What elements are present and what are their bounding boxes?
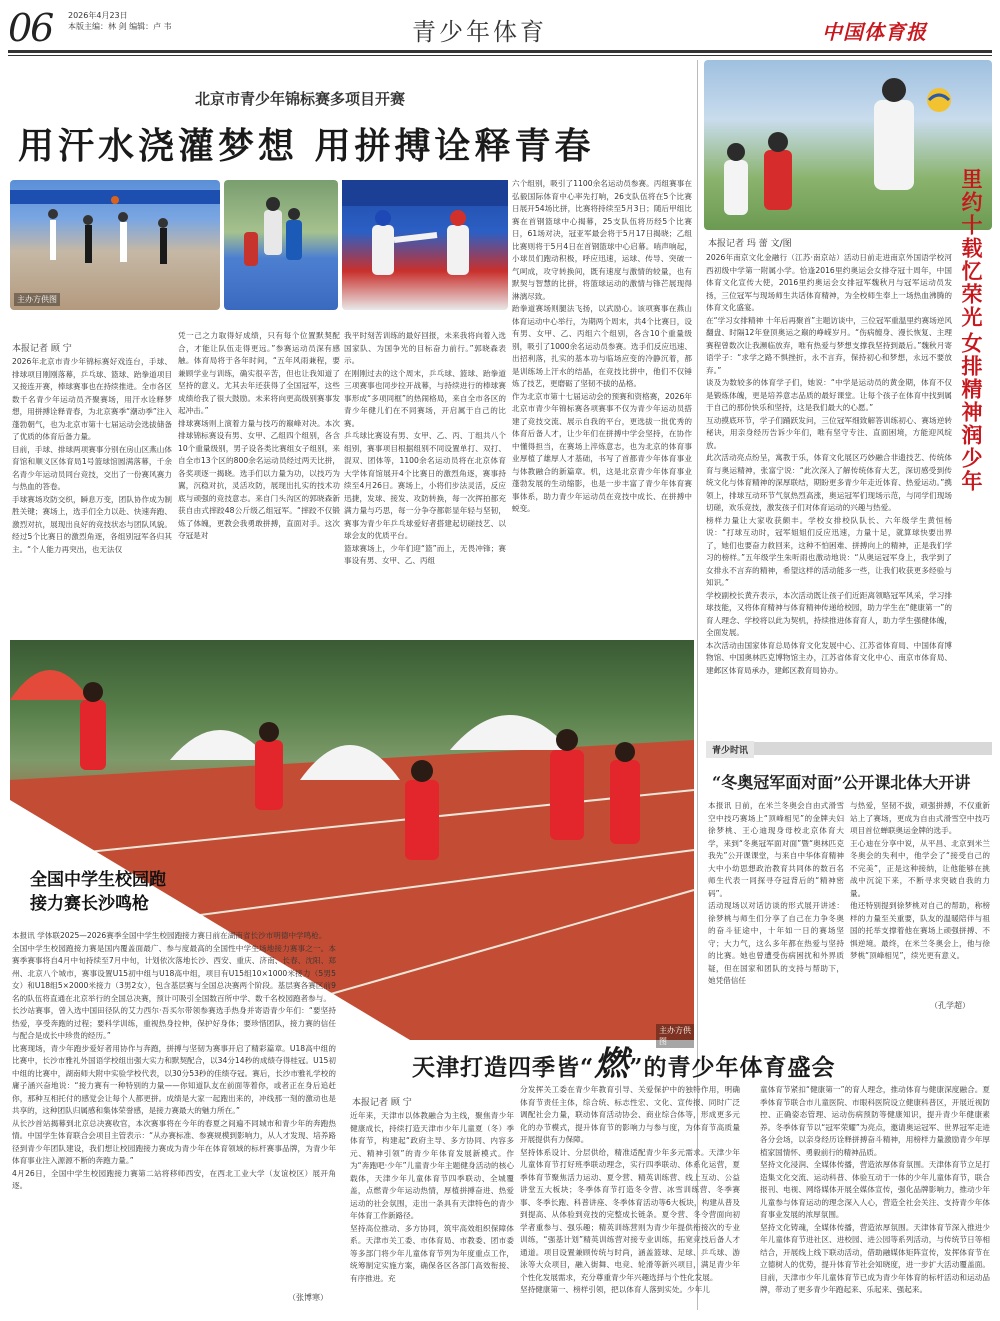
article2-headline-1: 里约十载忆荣光	[959, 168, 983, 329]
photo-report-body: 本报讯 学体联2025—2026赛季全国中学生校园跑接力赛日前在湖南省长沙市明德中学鸣枪。 全国中学生校园跑接力赛是国内覆盖面最广、参与度最高的全国性中学生场地接力赛事之一。本赛季赛事将自4月中旬持续至7月中旬，计划依次落地长沙、西安、重庆、济南、长春、沈阳、郑州、北京八个城市，赛事设置U15初中组与U18高中组，项目有U15组10×1000米接力（5男5女）和U18组5×2000米接力（3男2女），包含基层赛与全国总决赛两个阶段。基层赛各赛区前9名的队伍将直通在北京举行的全国总决赛，预计可吸引全国数百所中学、数千名校园跑者参与。 长沙站赛事，曾入选中国田径队的艾力西尔·吾买尔带领参赛选手热身并寄语青少年们：“要坚持热爱，享受奔跑的过程；要科学训练，重视热身拉伸，保护好身体；要珍惜团队，接力赛的信任与配合是成长中珍贵的经历。” 比赛现场，青少年跑步爱好者用协作与奔跑，拼搏与坚韧为赛事开启了精彩篇章。U18高中组的比赛中，长沙市雅礼外国语学校组出强大实力和默契配合，以34分14秒的成绩夺得桂冠。U15初中组的比赛中，湖南师大附中实验学校代表，以30分53秒的佳绩夺冠。赛后，长沙市雅礼学校的庸子涵兴奋地说：“接力赛有一种特别的力量——你知道队友在前面等着你，或者正在身后追赶你，那种互相托付的感觉会让每个人都更拼。成绩是大家一起跑出来的，冲线那一刻的激动也是共享的，这种团队归属感和集体荣誉感，是接力赛最大的魅力所在。” 从长沙首站揭幕到北京总决赛收官，本次赛事将在今年的春夏之间遍不同城市和青少年的奔跑热情。中国学生体育联合会项目主管表示：“从办赛标准、参赛规模到影响力，从人才发现、培养路径到青少年团队建设，我们想让校园跑接力赛成为青少年在体育领域的标杆赛事品牌，为青少年体育事业注入源源不断的奔跑力量。” 4月26日，全国中学生校园跑接力赛第二站将移师西安，在西北工业大学（友谊校区）展开角逐。	[12, 931, 336, 1190]
article1-column-3: 我平时刻苦训练的最好回报，未来我将向着入选国家队、为国争光的目标奋力前行。”郭晓森表示。 在刚刚过去的这个周末，乒乓球、篮球、跆拳道三项赛事也同步拉开战幕，与持续进行的棒球赛事形成“多项同框”的热闹格局，来自全市各区的青少年健儿们在不同赛场，开启属于自己的比赛。 乒乓球比赛设有男、女甲、乙、丙、丁组共八个组别，赛事项目根据组别不同设置单打、双打、混双、团体等，1100余名运动员将在北京体育大学体育馆展开4个比赛日的激烈角逐，赛事持续至4月26日。赛场上，小将们步法灵活，反应迅捷，发球、接发、攻防转换，每一次挥拍都充满力量与巧思，每一分争夺都彰显年轻与坚韧，赛事为青少年乒乓球爱好者搭建起切磋技艺、以球会友的优质平台。 篮球赛场上，少年们迎“篮”而上，无畏冲锋；赛事设有男、女甲、乙、丙组	[344, 331, 506, 565]
photo-volleyball	[704, 60, 992, 230]
page-number: 06	[8, 6, 53, 50]
brief-column-1: 本报讯 日前，在米兰冬奥会自由式滑雪空中技巧赛场上“顶峰相见”的金牌夫妇徐梦桃、王心迪现身母校北京体育大学，来到“冬奥冠军面对面”暨“奥林匹克我先”公开课课堂，与来自中华体育精神大中小幼思想政治教育共同体的数百名师生代表一同探寻夺冠背后的“精神密码”。 活动现场以对话访谈的形式展开讲述：徐梦桃与师生们分享了自己在力争冬奥的奋斗征途中，十年如一日的赛场坚守；大力气，这么多年都在热爱与坚持的比赛。她也曾遭受伤病困扰和外界质疑，但在国家和团队的支持与帮助下，她凭借信任	[708, 801, 844, 985]
article1-column-1: 2026年北京市青少年锦标赛好戏连台，手球、排球项目刚刚落幕，乒乓球、篮球、跆拳道项目又接连开赛，棒球赛事也在持续推进。全市各区数千名青少年运动员齐聚赛场，用汗水诠释梦想，用拼搏诠释青春，为北京赛季“潮动季”注入蓬勃朝气，也为北京市第十七届运动会选拔储备了优质的体育后备力量。 目前，手球、排球两项赛事分别在房山区燕山体育馆和顺义区体育局1号篮球馆圆满落幕，千余名青少年运动员同台竞技，交出了一份赛风赛力与热血的答卷。 手球赛场攻防交织，瞬息万变，团队协作成为制胜关键；赛场上，选手们全力以赴、快速奔跑、激烈对抗，展现出良好的竞技状态与团队风貌。经过5个比赛日的激烈角逐，各组别冠军各归其主。“个人能力再突出，也无法仅	[12, 357, 172, 554]
masthead-rule	[8, 50, 992, 53]
article2-byline: 本报记者 玛 蕾 文/图	[708, 239, 792, 249]
article3-headline-part-2: ”的青少年体育盛会	[629, 1054, 836, 1081]
volleyball-scene	[704, 60, 992, 230]
issue-date: 2026年4月23日	[68, 11, 128, 20]
photo-report-author: （张博寒）	[288, 1293, 328, 1302]
article3-headline-glyph: 燃	[594, 1044, 630, 1084]
article3-headline-part-1: 天津打造四季皆“	[412, 1054, 595, 1081]
photo-handball	[224, 180, 338, 310]
article3-headline	[412, 1036, 835, 1085]
article1-column-4: 六个组别，吸引了1100余名运动员参赛。丙组赛事在弘毅国际体育中心率先打响，26支队伍将在5个比赛日展开54场比拼，比赛将持续至5月3日；随后甲组比赛在首钢篮球中心揭幕，25支队伍将历经5个比赛日，61场对决，冠亚军最会将于5月17日揭晓；乙组比赛则将于5月4日在首钢篮球中心启幕。哨声响起，小球员们跑动积极，呼应迅速，运球、传导、突破一气呵成，攻守转换间，既有速度与激情的较量，也有默契与智慧的比拼，将篮球运动的激情与锋芒展现得淋漓尽致。 跆拳道赛场则腿法飞扬，以武励心。该项赛事在燕山体育运动中心举行，为期两个周末，共4个比赛日，设有男、女甲、乙、丙组六个组别，各含10个重量级别，吸引了1000余名运动员参赛。选手们反应迅速、出招利落，扎实的基本功与临场应变的冷静沉着，都是训练场上汗水的结晶，在竞技比拼中，他们不仅锤炼了技艺，更磨砺了坚韧不拔的品格。 作为北京市第十七届运动会的预赛和资格赛，2026年北京市青少年锦标赛各项赛事不仅为青少年运动员搭建了竞技交流、展示自我的平台，更选拔一批优秀的体育后备人才，让少年们在拼搏中学会坚持，在协作中懂得担当，在赛场上淬炼意志，也为北京的体育事业厚植了雄厚人才基础，书写了首都青少年体育事业与体教融合的新篇章。机，这是北京青少年体育事业蓬勃发展的生动缩影，也是一步丰富了青少年体育赛事体系，助力青少年运动员在竞技中成长、在拼搏中蜕变。	[512, 179, 692, 513]
section-title: 青少年体育	[412, 18, 547, 46]
article1-headline: 用汗水浇灌梦想 用拼搏诠释青春	[18, 126, 595, 167]
newspaper-logo: 中国体育报	[822, 20, 927, 44]
photo-report-title	[30, 868, 166, 916]
basketball-scene	[10, 180, 220, 310]
dateline	[68, 10, 172, 32]
article3-column-3: 童体育节紧扣“健康第一”的育人理念，推动体育与健康深度融合。夏季体育节联合市儿童医院、市眼科医院设立健康科普区，开展近视防控、正确姿态管理、运动伤病预防等健康知识，提升青少年健康素养。冬季体育节以“冠军荣耀”为亮点，邀请奥运冠军、世界冠军走进各分会场，以亲身经历诠释拼搏奋斗精神，用榜样力量激励青少年厚植家国情怀、勇毅前行的精神品质。 坚持文化浸润、全媒体传播，营造浓厚体育氛围。天津体育节立足打造集文化交流、运动科普、体验互动于一体的少年儿童体育节，联合报刊、电视、网络媒体开展全媒体宣传，强化品牌影响力，推动少年儿童参与体育运动的理念深入人心，营造全社会关注、支持青少年体育事业发展的浓厚氛围。 坚持文化铸魂，全媒体传播，营造浓厚氛围。天津体育节深入推进少年儿童体育节进社区、进校园、进公园等系列活动，与传统节日等相结合，开展线上线下联动活动，借助融媒体矩阵宣传，发挥体育节在立德树人的优势，提升体育节社会知晓度，进一步扩大活动覆盖面。目前，天津市少年儿童体育节已成为青少年体育的标杆活动和运动品牌，带动了更多青少年跑起来、乐起来、强起来。	[760, 1085, 990, 1294]
brief-author: （孔学超）	[930, 1001, 970, 1010]
article3-column-2: 分发挥关工委在青少年教育引导、关爱保护中的独特作用，明确体育节责任主体，综合统、标志性宏、文化、宣传报、同时广泛调配社会力量，联动体育活动协会、商业综合体等，形成更多元化的办节模式，提升体育节的影响力与参与度，为体育节高质量开展提供有力保障。 坚持体系设计、分层供给，精准适配青少年多元需求。天津少年儿童体育节打好班季联动理念，实行四季联动、体系化运营，夏季体育节聚焦活力运动、夏令营、精英训练营、线上互动、公益讲堂五大板块；冬季体育节打造冬令营、冰雪训练营、冬季赛事、冬季长跑、科普讲座、冬季体育活动等6大板块，构建从普及到提高、从体验到竞技的完整成长链条。夏令营、冬令营面向初学者重参与、强乐趣；精英训练营则为青少年提供衔接次的专业训练，“强基计划”精英训练营对接专业训练，拓宽竞技后备人才通道。项目设置兼顾传统与时尚，涵盖篮球、足球、乒乓球、游泳等大众项目，融入街舞、电竞、轮滑等新兴项目，满足青少年个性化发展需求，充分尊重青少年兴趣选择与个性化发展。 坚持健康第一、榜样引领，把以体育人落到实处。少年儿	[520, 1085, 740, 1294]
taekwondo-scene	[342, 180, 508, 310]
photo-credit: 主办方供图	[14, 293, 60, 306]
handball-scene	[224, 180, 338, 310]
photo-report-title-line-2: 接力赛长沙鸣枪	[30, 894, 149, 914]
article3-column-1: 近年来，天津市以体教融合为主线，聚焦青少年健康成长，持续打造天津市少年儿童夏（冬）季体育节，构建起“政府主导、多方协同、内容多元、精神引领”的青少年体育发展新模式。作为“奔跑吧·少年”儿童青少年主题健身活动的核心载体，天津少年儿童体育节四季联动、全城覆盖，点燃青少年运动热情，厚植拼搏奋进、热爱运动的社会氛围，走出一条具有天津特色的青少年体育工作新路径。 坚持高位推动、多方协同，筑牢高效组织保障体系。天津市关工委、市体育局、市教委、团市委等多部门将少年儿童体育节列为年度重点工作，统筹制定实施方案，确保各区各部门高效衔接、有序推进。充	[350, 1111, 514, 1283]
photo-taekwondo	[342, 180, 508, 310]
article1-column-2: 凭一己之力取得好成绩，只有每个位置默契配合，才能让队伍走得更远。”参赛运动员深有感触。体育局将于各年时间，“五年风雨兼程，要兼顾学业与训练，确实很辛苦，但也让我知道了坚持的意义。尤其去年还获得了全国冠军，这些成绩给我了很大鼓励。未来将向更高级别赛事发起冲击。” 排球赛场则上演着力量与技巧的巅峰对决。本次排球锦标赛设有男、女甲、乙组四个组别，各含10个重量级别，男子设各类比赛组女子组别，来自全市13个区的800余名运动员经过两天比拼，各奖项逐一揭晓。选手们以力量为功，以技巧为翼，沉稳对抗，灵活攻防，展现出扎实的技术功底与顽强的竞技意志。来自门头沟区的郭晓森新获自由式摔跤48公斤级乙组冠军。“摔跤不仅锻炼了体魄，更教会我勇敢拼搏，直面对手。这次夺冠是对	[178, 331, 340, 540]
article2-body: 2026年南京文化金融行（江苏·南京站）活动日前走进南京外国语学校河西初级中学第一附属小学。恰逢2016里约奥运会女排夺冠十周年，中国体育文化宣传大使，2016里约奥运会女排冠军魏秋月与冠军运动员发扬，三位冠军与现场师生共话体育精神，为全校师生奉上一场热血沸腾的体育文化盛宴。 在“学习女排精神 十年后再聚首”主题访谈中，三位冠军重温里约赛场逆风翻盘、时隔12年登顶奥运之巅的峥嵘岁月。“伤病缠身、漫长恢复、主理赛程曾数次让我濒临放弃，唯有热爱与梦想支撑我坚持到最后。”魏秋月寄语学子：“求学之路不惧挫折，永不言弃，保持初心和梦想，永远不要放弃。” 谈及为数较多的体育学子们，她说：“中学是运动员的黄金期，体育不仅是锻炼体魄，更是培养意志品质的最好课堂。让每个孩子在体育中找到属于自己的那份快乐和坚持，这是我们最大的心愿。” 互动摸底环节，学子们踊跃发问，三位冠军细致解答训练初心、赛场逆转秘诀，用亲身经历告诉少年们，唯有坚守专注、直面困境，方能迎风绽放。 此次活动亮点纷呈，寓教于乐，体育文化展区巧妙融合非遗技艺、传统体育与奥运精神，张富宁说：“此次深入了解传统体育大艺，深切感受到传统文化与体育精神的深厚联结，期盼更多青少年走近体育、热爱运动。”携领上，排球互动环节气氛热烈高涨，奥运冠军们现场示范，与同学们现场切磋，欢乐竞技，激发孩子们对体育运动的兴趣与热爱。 榜样力量让大家收获颇丰。学校女排校队队长、六年级学生黄恒杨说：“打球互动时，冠军姐姐们反应迅速，力量十足，就算球快要出界了，她们也要奋力救回来，这种不怕困难、拼搏向上的精神，正是我们学习的榜样。”五年级学生朱听雨也激动地说：“从奥运冠军身上，我学到了女排永不言弃的精神，希望这样的活动能多一些，让我们收获更多经验与知识。” 学校副校长黄卉表示，本次活动既让孩子们近距离领略冠军风采，学习排球技能，又将体育精神与体育精神传递给校园，助力学生在“健康第一”的育人理念、学校将以此为契机，持续推进体育育人，助力学生强健体魄，全面发展。 本次活动由国家体育总局体育文化发展中心、江苏省体育局、中国体育博物馆、中国奥林匹克博物馆主办，江苏省体育文化中心、南京市体育局、建邺区体育局承办，建邺区教育局协办。	[706, 253, 952, 675]
article2-headline-2: 女排精神润少年	[959, 332, 983, 493]
editors-credit: 本版主编：林 剑 编辑：卢 韦	[68, 22, 172, 31]
masthead-rule-thin	[8, 55, 992, 56]
article1-kicker: 北京市青少年锦标赛多项目开赛	[195, 90, 406, 108]
brief-headline: “冬奥冠军面对面”公开课北体大开讲	[712, 773, 971, 792]
photo-report-title-line-1: 全国中学生校园跑	[30, 870, 166, 890]
article3-byline: 本报记者 顾 宁	[352, 1098, 412, 1108]
relay-photo-credit: 主办方供图	[656, 1024, 694, 1048]
brief-section-tag: 青少时讯	[706, 741, 754, 758]
brief-column-2: 与热爱，坚韧不拔，顽强拼搏，不仅重新站上了赛场，更成为自由式滑雪空中技巧项目首位蝉联奥运金牌的选手。 王心迪在分享中说，从平昌、北京到米兰冬奥会的失利中，他学会了“接受自己的不完美”，正是这种接纳，让他能够在挑战中沉淀下来，不断寻求突破自我的力量。 他还特别提到徐梦桃对自己的帮助，称榜样的力量至关重要，队友的温暖陪伴与祖国的托举支撑着他在赛场上顽强拼搏、不惧逆境。最终，在米兰冬奥会上，他与徐梦桃“顶峰相见”，续光更有意义。	[850, 801, 990, 960]
article1-byline: 本报记者 顾 宁	[12, 344, 72, 354]
photo-basketball	[10, 180, 220, 310]
